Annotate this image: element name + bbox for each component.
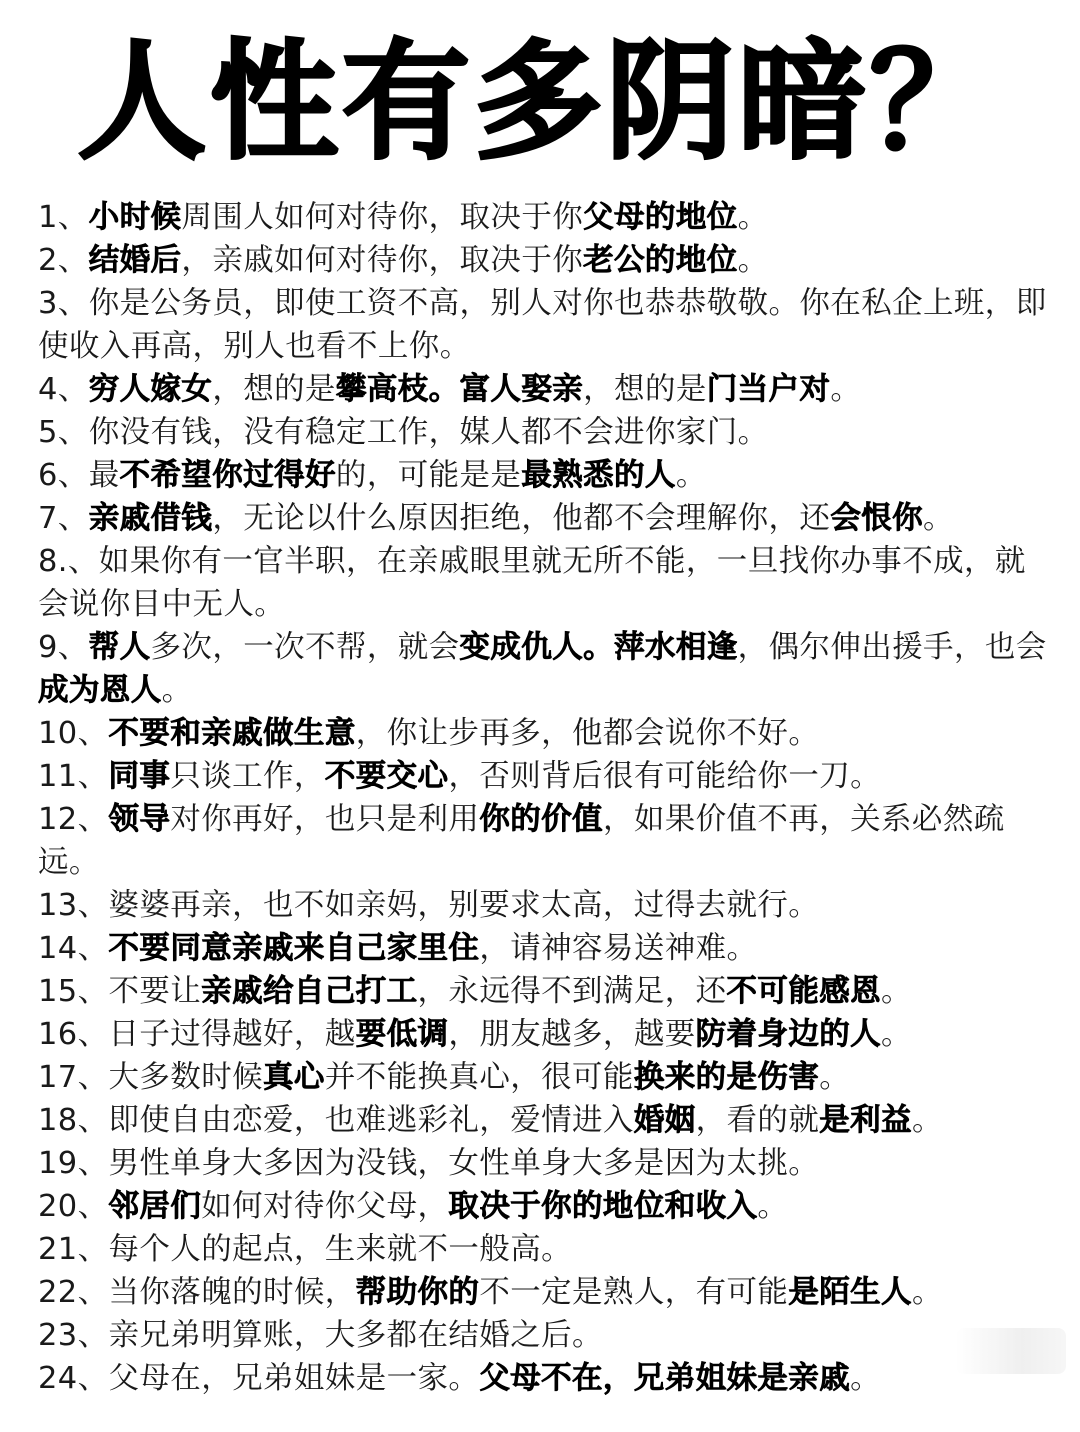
emphasis-text: 你的价值 [479,802,603,837]
emphasis-text: 换来的是伤害 [633,1060,820,1095]
list-item [38,282,1048,368]
emphasis-text: 会恨你 [830,501,924,536]
emphasis-text: 攀高枝。富人娶亲 [335,372,584,407]
list-item [38,927,1048,970]
emphasis-text: 取决于你的地位和收入 [448,1189,758,1224]
item-text: 18、即使自由恋爱，也难逃彩礼，爱情进入 [38,1103,634,1138]
list-item [38,368,1048,411]
item-text: 。 [161,673,193,708]
item-text: 。 [881,974,912,1009]
item-text: 14、 [38,931,109,966]
item-text: ，偶尔伸出援手，也会 [737,630,1047,665]
list-item [38,196,1048,239]
emphasis-text: 结婚后 [88,243,182,278]
item-text: 5、你没有钱，没有稳定工作，媒人都不会进你家门。 [38,415,769,450]
item-text: ，请神容易送神难。 [479,931,758,966]
emphasis-text: 不可能感恩 [726,974,882,1009]
list-item [38,239,1048,282]
emphasis-text: 亲戚借钱 [88,501,213,536]
item-text: 并不能换真心，很可能 [324,1060,634,1095]
item-text: ，永远得不到满足，还 [417,974,727,1009]
watermark-smudge [956,1328,1066,1374]
emphasis-text: 不要同意亲戚来自己家里住 [108,931,480,966]
list-item [38,497,1048,540]
list-item [38,1142,1048,1185]
list-item [38,1228,1048,1271]
emphasis-text: 是陌生人 [788,1275,912,1310]
emphasis-text: 领导 [108,802,171,837]
item-text: ，无论以什么原因拒绝，他都不会理解你，还 [212,501,831,536]
item-text: 16、日子过得越好，越 [38,1017,356,1052]
item-text: 22、当你落魄的时候， [38,1275,356,1310]
emphasis-text: 帮人 [88,630,151,665]
item-text: 9、 [38,630,89,665]
item-text: 。 [757,1189,789,1224]
list-item [38,798,1048,884]
emphasis-text: 帮助你的 [355,1275,480,1310]
item-text: 。 [911,1275,943,1310]
item-text: 。 [830,372,862,407]
emphasis-text: 成为恩人 [38,673,162,708]
emphasis-text: 老公的地位 [583,243,738,278]
item-text: ，亲戚如何对待你，取决于你 [181,243,584,278]
item-text: 。 [819,1060,851,1095]
item-text: 19、男性单身大多因为没钱，女性单身大多是因为太挑。 [38,1146,820,1181]
item-text: 12、 [38,802,109,837]
item-text: 如何对待你父母， [201,1189,449,1224]
item-text: ，想的是 [583,372,707,407]
list-item [38,1357,1048,1400]
emphasis-text: 防着身边的人 [695,1017,882,1052]
list-item [38,1013,1048,1056]
list-item [38,755,1048,798]
emphasis-text: 门当户对 [706,372,831,407]
list-item [38,884,1048,927]
item-text: ，朋友越多，越要 [448,1017,696,1052]
emphasis-text: 是利益 [819,1103,912,1138]
item-text: 2、 [38,243,89,278]
emphasis-text: 同事 [108,759,171,794]
item-text: 周围人如何对待你，取决于你 [181,200,584,235]
list-item [38,1271,1048,1314]
list-item [38,1314,1048,1357]
emphasis-text: 不要和亲戚做生意 [108,716,356,751]
emphasis-text: 穷人嫁女 [88,372,213,407]
item-text: 20、 [38,1189,109,1224]
item-text: 的，可能是是 [335,458,522,493]
item-text: 6、最 [38,458,120,493]
emphasis-text: 不希望你过得好 [119,458,336,493]
emphasis-text: 不要交心 [324,759,449,794]
list-item [38,626,1048,712]
item-text: 3、你是公务员，即使工资不高，别人对你也恭恭敬敬。你在私企上班，即使收入再高，别人也看不上你。 [38,286,1047,364]
list-item [38,712,1048,755]
item-text: 8.、如果你有一官半职，在亲戚眼里就无所不能，一旦找你办事不成，就会说你目中无人。 [38,544,1026,622]
list-item [38,454,1048,497]
emphasis-text: 最熟悉的人 [521,458,676,493]
item-text: 15、不要让 [38,974,202,1009]
list-item [38,1185,1048,1228]
item-text: 。 [911,1103,943,1138]
item-text: 24、父母在，兄弟姐妹是一家。 [38,1361,480,1396]
item-text: 。 [737,200,769,235]
item-text: ，否则背后很有可能给你一刀。 [448,759,882,794]
item-text: ，你让步再多，他都会说你不好。 [355,716,820,751]
item-text: ，想的是 [212,372,336,407]
item-text: 。 [881,1017,912,1052]
item-text: 对你再好，也只是利用 [170,802,480,837]
item-text: 。 [737,243,769,278]
page-title: 人性有多阴暗？ [77,28,1002,177]
statement-list [38,196,1048,1400]
item-text: 。 [850,1361,882,1396]
list-item [38,411,1048,454]
item-text: 不一定是熟人，有可能 [479,1275,789,1310]
item-text: ，看的就 [695,1103,820,1138]
emphasis-text: 父母不在，兄弟姐妹是亲戚 [479,1361,851,1396]
item-text: 。 [923,501,954,536]
item-text: 4、 [38,372,89,407]
emphasis-text: 父母的地位 [583,200,738,235]
list-item [38,970,1048,1013]
emphasis-text: 亲戚给自己打工 [201,974,418,1009]
emphasis-text: 小时候 [88,200,182,235]
item-text: 11、 [38,759,109,794]
item-text: 21、每个人的起点，生来就不一般高。 [38,1232,573,1267]
emphasis-text: 变成仇人。萍水相逢 [459,630,738,665]
item-text: 10、 [38,716,109,751]
emphasis-text: 要低调 [355,1017,449,1052]
list-item [38,1056,1048,1099]
item-text: 17、大多数时候 [38,1060,264,1095]
item-text: 多次，一次不帮，就会 [150,630,460,665]
item-text: 7、 [38,501,89,536]
emphasis-text: 真心 [263,1060,325,1095]
item-text: 13、婆婆再亲，也不如亲妈，别要求太高，过得去就行。 [38,888,820,923]
item-text: 只谈工作， [170,759,325,794]
item-text: 。 [675,458,707,493]
list-item [38,540,1048,626]
item-text: ，如果价值不再，关系必然疏远。 [38,802,1005,880]
item-text: 23、亲兄弟明算账，大多都在结婚之后。 [38,1318,603,1353]
emphasis-text: 邻居们 [108,1189,202,1224]
list-item [38,1099,1048,1142]
emphasis-text: 婚姻 [633,1103,696,1138]
item-text: 1、 [38,200,89,235]
